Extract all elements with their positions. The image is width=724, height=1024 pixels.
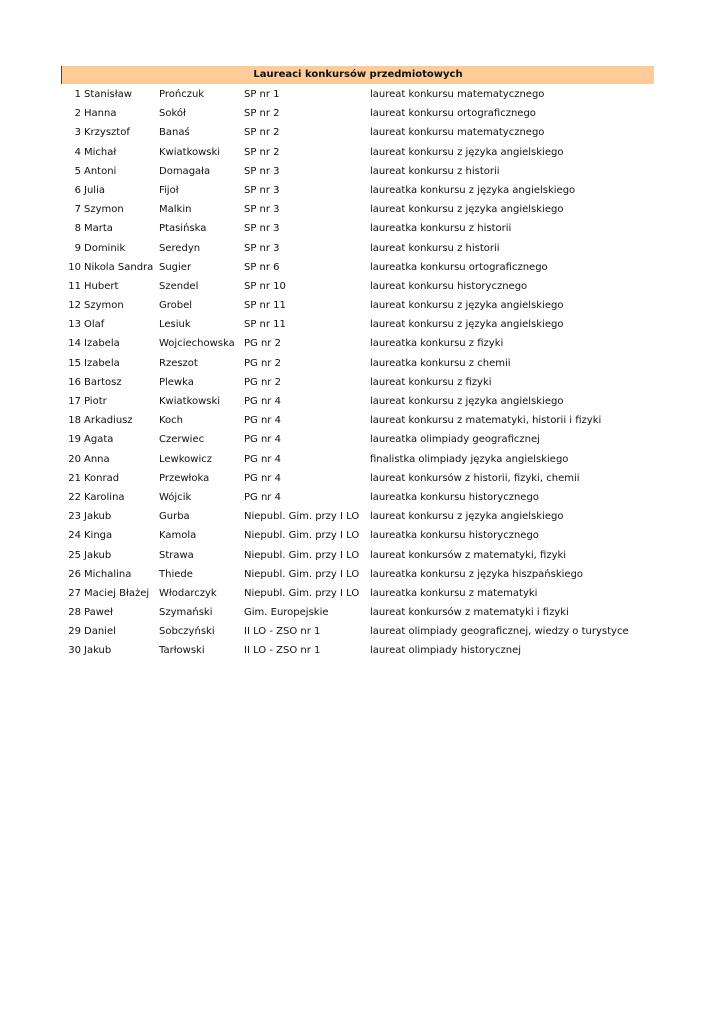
row-number: 6	[74, 184, 81, 196]
first-name: Jakub	[84, 645, 112, 657]
school-name: PG nr 4	[244, 396, 281, 407]
award-description: laureat konkursu historycznego	[370, 280, 528, 292]
row-number: 24	[68, 530, 81, 542]
last-name: Szendel	[159, 280, 199, 292]
last-name: Czerwiec	[159, 434, 205, 446]
row-number: 18	[68, 415, 81, 427]
row-number: 13	[68, 319, 81, 331]
last-name: Sugier	[159, 261, 192, 273]
table-row	[61, 162, 654, 181]
school-name: PG nr 4	[244, 434, 281, 446]
award-description: laureat konkursów z matematyki, fizyki	[370, 549, 567, 561]
first-name: Dominik	[84, 242, 126, 254]
table-row	[61, 85, 654, 104]
last-name: Przewłoka	[159, 472, 210, 484]
first-name: Paweł	[84, 607, 113, 619]
award-description: laureat konkursów z historii, fizyki, chemii	[370, 472, 580, 484]
award-description: laureat konkursu z historii	[370, 165, 500, 177]
award-description: laureatka konkursu z chemii	[370, 357, 511, 369]
first-name: Izabela	[84, 338, 120, 350]
first-name: Piotr	[84, 396, 107, 407]
first-name: Konrad	[84, 472, 120, 484]
last-name: Szymański	[159, 607, 213, 619]
last-name: Sokół	[159, 108, 186, 120]
last-name: Tarłowski	[159, 645, 205, 657]
table-row	[61, 373, 654, 392]
row-number: 7	[74, 204, 81, 216]
row-number: 21	[68, 472, 81, 484]
award-description: laureat konkursu z języka angielskiego	[370, 300, 564, 312]
award-description: laureat konkursu z historii	[370, 242, 500, 254]
award-description: laureat konkursu z języka angielskiego	[370, 396, 564, 407]
school-name: SP nr 3	[244, 184, 280, 196]
row-number: 20	[68, 453, 81, 465]
row-number: 26	[68, 568, 81, 580]
first-name: Jakub	[84, 511, 112, 523]
school-name: SP nr 2	[244, 146, 280, 158]
school-name: PG nr 4	[244, 453, 281, 465]
award-description: laureat konkursu ortograficznego	[370, 108, 536, 120]
last-name: Lewkowicz	[159, 453, 212, 465]
table-row	[61, 584, 654, 603]
last-name: Kamola	[159, 530, 197, 542]
table-row	[61, 469, 654, 488]
school-name: PG nr 4	[244, 472, 281, 484]
row-number: 8	[74, 223, 81, 235]
last-name: Wójcik	[159, 491, 192, 503]
award-description: laureatka konkursu z fizyki	[370, 338, 504, 350]
table-row	[61, 219, 654, 238]
first-name: Antoni	[84, 165, 117, 177]
table-row	[61, 450, 654, 469]
first-name: Stanisław	[84, 89, 132, 100]
row-number: 27	[68, 587, 81, 599]
first-name: Szymon	[84, 300, 124, 312]
last-name: Prończuk	[159, 89, 205, 100]
first-name: Nikola Sandra	[84, 261, 154, 273]
school-name: SP nr 3	[244, 165, 280, 177]
award-description: laureat konkursu z języka angielskiego	[370, 146, 564, 158]
table-row	[61, 622, 654, 641]
table-row	[61, 239, 654, 258]
award-description: laureat konkursu z języka angielskiego	[370, 204, 564, 216]
table-row	[61, 104, 654, 123]
school-name: II LO - ZSO nr 1	[244, 645, 321, 657]
school-name: PG nr 2	[244, 357, 281, 369]
laureates-sheet	[61, 66, 654, 661]
award-description: laureatka konkursu historycznego	[370, 491, 539, 503]
table-row	[61, 143, 654, 162]
school-name: Gim. Europejskie	[244, 607, 329, 619]
row-number: 14	[68, 338, 81, 350]
last-name: Plewka	[159, 376, 194, 388]
school-name: Niepubl. Gim. przy I LO	[244, 568, 360, 580]
table-row	[61, 641, 654, 660]
last-name: Kwiatkowski	[159, 396, 221, 407]
table-row	[61, 411, 654, 430]
row-number: 5	[74, 165, 81, 177]
table-row	[61, 334, 654, 353]
row-number: 19	[68, 434, 81, 446]
award-description: laureat konkursów z matematyki i fizyki	[370, 607, 569, 619]
school-name: SP nr 10	[244, 280, 286, 292]
award-description: laureat konkursu matematycznego	[370, 89, 545, 100]
row-number: 23	[68, 511, 81, 523]
row-number: 2	[74, 108, 81, 120]
table-row	[61, 603, 654, 622]
row-number: 4	[74, 146, 81, 158]
award-description: laureat konkursu z fizyki	[370, 376, 492, 388]
first-name: Izabela	[84, 357, 120, 369]
last-name: Domagała	[159, 165, 211, 177]
table-row	[61, 123, 654, 142]
first-name: Marta	[84, 223, 113, 235]
last-name: Seredyn	[159, 242, 201, 254]
award-description: laureatka konkursu z języka hiszpańskiego	[370, 568, 584, 580]
first-name: Agata	[84, 434, 114, 446]
table-row	[61, 258, 654, 277]
row-number: 30	[68, 645, 81, 657]
school-name: Niepubl. Gim. przy I LO	[244, 587, 360, 599]
table-row	[61, 315, 654, 334]
award-description: finalistka olimpiady języka angielskiego	[370, 453, 569, 465]
row-number: 9	[74, 242, 81, 254]
first-name: Kinga	[84, 530, 113, 542]
school-name: PG nr 4	[244, 491, 281, 503]
table-row	[61, 526, 654, 545]
last-name: Banaś	[159, 127, 190, 139]
first-name: Szymon	[84, 204, 124, 216]
first-name: Krzysztof	[84, 127, 130, 139]
table-row	[61, 296, 654, 315]
first-name: Maciej Błażej	[84, 587, 150, 599]
table-row	[61, 181, 654, 200]
award-description: laureatka konkursu z języka angielskiego	[370, 184, 576, 196]
school-name: SP nr 6	[244, 261, 280, 273]
first-name: Michał	[84, 146, 117, 158]
school-name: SP nr 2	[244, 127, 280, 139]
first-name: Anna	[84, 453, 110, 465]
last-name: Malkin	[159, 204, 192, 216]
row-number: 11	[68, 280, 81, 292]
school-name: SP nr 11	[244, 319, 286, 331]
table-row	[61, 354, 654, 373]
last-name: Rzeszot	[159, 357, 198, 369]
first-name: Michalina	[84, 568, 132, 580]
last-name: Wojciechowska	[159, 338, 235, 350]
school-name: SP nr 2	[244, 108, 280, 120]
first-name: Daniel	[84, 626, 116, 638]
award-description: laureat olimpiady historycznej	[370, 645, 522, 657]
laureates-table	[61, 85, 654, 661]
school-name: SP nr 11	[244, 300, 286, 312]
award-description: laureatka konkursu z matematyki	[370, 587, 538, 599]
school-name: PG nr 2	[244, 376, 281, 388]
school-name: Niepubl. Gim. przy I LO	[244, 530, 360, 542]
first-name: Hubert	[84, 280, 119, 292]
school-name: Niepubl. Gim. przy I LO	[244, 511, 360, 523]
school-name: PG nr 4	[244, 415, 281, 427]
school-name: II LO - ZSO nr 1	[244, 626, 321, 638]
award-description: laureatka konkursu z historii	[370, 223, 512, 235]
last-name: Koch	[159, 415, 184, 427]
school-name: SP nr 3	[244, 223, 280, 235]
first-name: Julia	[84, 184, 105, 196]
last-name: Kwiatkowski	[159, 146, 221, 158]
award-description: laureatka konkursu historycznego	[370, 530, 539, 542]
table-row	[61, 488, 654, 507]
row-number: 29	[68, 626, 81, 638]
last-name: Sobczyński	[159, 626, 215, 638]
first-name: Bartosz	[84, 376, 122, 388]
first-name: Olaf	[84, 319, 105, 331]
row-number: 16	[68, 376, 81, 388]
school-name: SP nr 3	[244, 242, 280, 254]
row-number: 25	[68, 549, 81, 561]
school-name: SP nr 1	[244, 89, 280, 100]
school-name: PG nr 2	[244, 338, 281, 350]
last-name: Thiede	[159, 568, 193, 580]
table-row	[61, 277, 654, 296]
last-name: Grobel	[159, 300, 193, 312]
school-name: SP nr 3	[244, 204, 280, 216]
first-name: Jakub	[84, 549, 112, 561]
first-name: Hanna	[84, 108, 117, 120]
award-description: laureatka olimpiady geograficznej	[370, 434, 540, 446]
row-number: 22	[68, 491, 81, 503]
table-row	[61, 430, 654, 449]
first-name: Arkadiusz	[84, 415, 133, 427]
row-number: 10	[68, 261, 81, 273]
award-description: laureat olimpiady geograficznej, wiedzy o turystyce	[370, 626, 629, 638]
last-name: Ptasińska	[159, 223, 207, 235]
award-description: laureatka konkursu ortograficznego	[370, 261, 548, 273]
award-description: laureat konkursu z matematyki, historii i fizyki	[370, 415, 602, 427]
school-name: Niepubl. Gim. przy I LO	[244, 549, 360, 561]
row-number: 1	[74, 89, 81, 100]
row-number: 17	[68, 396, 81, 407]
award-description: laureat konkursu z języka angielskiego	[370, 319, 564, 331]
table-row	[61, 565, 654, 584]
row-number: 3	[74, 127, 81, 139]
row-number: 15	[68, 357, 81, 369]
table-row	[61, 200, 654, 219]
last-name: Gurba	[159, 511, 190, 523]
row-number: 12	[68, 300, 81, 312]
table-row	[61, 546, 654, 565]
last-name: Lesiuk	[159, 319, 191, 331]
row-number: 28	[68, 607, 81, 619]
table-row	[61, 507, 654, 526]
table-row	[61, 392, 654, 411]
last-name: Włodarczyk	[159, 587, 217, 599]
last-name: Strawa	[159, 549, 194, 561]
sheet-title: Laureaci konkursów przedmiotowych	[61, 66, 654, 84]
award-description: laureat konkursu matematycznego	[370, 127, 545, 139]
last-name: Fijoł	[159, 184, 179, 196]
first-name: Karolina	[84, 491, 125, 503]
award-description: laureat konkursu z języka angielskiego	[370, 511, 564, 523]
